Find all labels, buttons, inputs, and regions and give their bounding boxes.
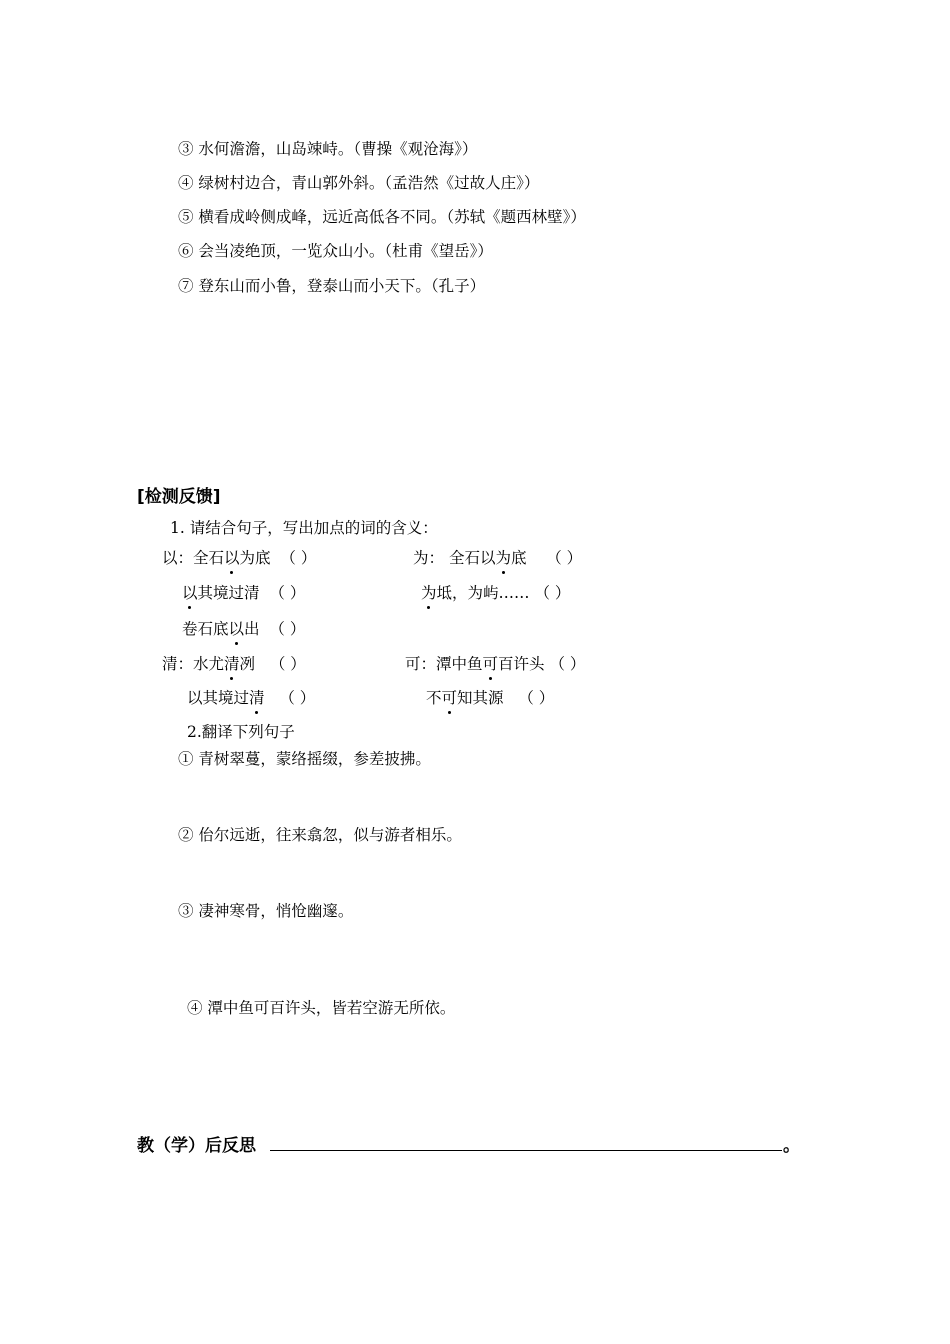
q1-qing-row2: 以其境过清 （ ） — [187, 689, 316, 707]
q2-item-3: ③ 凄神寒骨，悄怆幽邃。 — [178, 902, 354, 920]
poem-line-7: ⑦ 登东山而小鲁，登泰山而小天下。（孔子） — [178, 277, 486, 295]
answer-blank[interactable]: （ ） — [269, 584, 306, 602]
answer-blank[interactable]: （ ） — [546, 549, 583, 567]
dotted-char: 为 — [495, 549, 511, 567]
q2-item-4: ④ 潭中鱼可百许头，皆若空游无所依。 — [187, 999, 456, 1017]
q2-item-2: ② 佁尔远逝，往来翕忽，似与游者相乐。 — [178, 826, 462, 844]
answer-blank[interactable]: （ ） — [549, 655, 586, 673]
q1-wei-row1: 为： 全石以为底 （ ） — [413, 549, 583, 567]
dotted-char: 清 — [224, 655, 240, 673]
answer-blank[interactable]: （ ） — [518, 689, 555, 707]
q2-item-1: ① 青树翠蔓，蒙络摇缀，参差披拂。 — [178, 750, 431, 768]
dotted-char: 以 — [228, 620, 245, 638]
dotted-char: 为 — [421, 584, 437, 602]
q1-ke-row2: 不可知其源 （ ） — [426, 689, 555, 707]
q1-yi-row3: 卷石底以出 （ ） — [182, 620, 306, 638]
dotted-char: 可 — [441, 689, 458, 707]
dotted-char: 清 — [249, 689, 265, 707]
q1-yi-row2: 以其境过清 （ ） — [182, 584, 306, 602]
poem-line-3: ③ 水何澹澹，山岛竦峙。（曹操《观沧海》） — [178, 140, 478, 158]
poem-line-6: ⑥ 会当凌绝顶，一览众山小。（杜甫《望岳》） — [178, 242, 493, 260]
poem-line-5: ⑤ 横看成岭侧成峰，远近高低各不同。（苏轼《题西林壁》） — [178, 208, 586, 226]
answer-blank[interactable]: （ ） — [534, 584, 571, 602]
dotted-char: 可 — [482, 655, 499, 673]
q1-ke-row1: 可：潭中鱼可百许头 （ ） — [405, 655, 586, 673]
answer-blank[interactable]: （ ） — [279, 689, 316, 707]
poem-line-4: ④ 绿树村边合，青山郭外斜。（孟浩然《过故人庄》） — [178, 174, 540, 192]
q1-yi-row1: 以：全石以为底 （ ） — [162, 549, 317, 567]
q1-wei-row2: 为坻，为屿…… （ ） — [421, 584, 571, 602]
q1-prompt: 1. 请结合句子，写出加点的词的含义： — [170, 519, 438, 537]
section-title: [检测反馈] — [137, 487, 221, 507]
reflection-input-line[interactable] — [270, 1149, 782, 1151]
answer-blank[interactable]: （ ） — [269, 620, 306, 638]
answer-blank[interactable]: （ ） — [280, 549, 317, 567]
dotted-char: 以 — [182, 584, 198, 602]
answer-blank[interactable]: （ ） — [269, 655, 306, 673]
q1-qing-row1: 清：水尤清冽 （ ） — [162, 655, 306, 673]
reflection-end: 。 — [783, 1136, 800, 1156]
reflection-label: 教（学）后反思 — [137, 1136, 256, 1156]
q2-prompt: 2.翻译下列句子 — [187, 723, 295, 741]
dotted-char: 以 — [224, 549, 240, 567]
